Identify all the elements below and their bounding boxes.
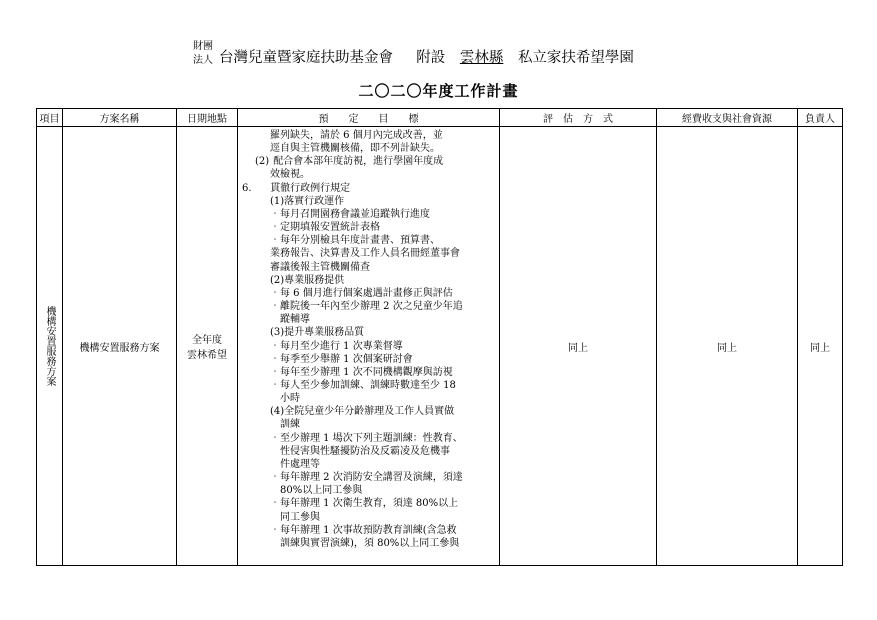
goal-line: ‧至少辦理 1 場次下列主題訓練：性教育、: [270, 432, 463, 444]
goal-number: 6.: [242, 182, 252, 194]
goal-line: 件處理等: [280, 458, 320, 470]
work-plan-table: [36, 108, 843, 566]
goal-line: ‧每人至少參加訓練、訓練時數達至少 18: [270, 379, 456, 391]
goal-line: (3)提升專業服務品質: [270, 327, 365, 339]
goal-line: 羅列缺失，請於 6 個月內完成改善，並: [270, 130, 443, 141]
cell-funding: 同上: [657, 127, 798, 566]
goal-line: (4)全院兒童少年分齡辦理及工作人員實做: [270, 406, 455, 418]
table-header-row: [37, 109, 843, 127]
col-header-item: 項目: [37, 109, 63, 127]
goal-line: 6. 貫徹行政例行規定: [242, 182, 351, 194]
col-header-goals: 預 定 目 標: [238, 109, 500, 127]
goal-line: ‧定期填報安置統計表格: [270, 222, 380, 234]
col-header-date: 日期地點: [177, 109, 238, 127]
place-text: 雲林希望: [187, 350, 227, 361]
goal-line: 業務報告、決算書及工作人員名冊經董事會: [270, 248, 460, 260]
item-vertical-text: 機構安置服務方案: [44, 306, 55, 386]
goal-number: (2): [255, 156, 270, 168]
org-title: [219, 46, 634, 67]
goal-line: ‧每年辦理 1 次衛生教育，須達 80%以上: [270, 498, 459, 510]
goal-line: ‧每月至少進行 1 次專業督導: [270, 340, 403, 352]
goal-line: 審議後報主管機關備查: [270, 261, 370, 273]
goal-line: ‧每年辦理 2 次消防安全講習及演練，須達: [270, 472, 463, 484]
goal-line: 逕自與主管機關核備，即不列計缺失。: [270, 143, 440, 155]
goal-line: (1)落實行政運作: [270, 195, 345, 207]
county-name: 雲林縣: [459, 50, 504, 66]
goal-line: (2)專業服務提供: [270, 274, 345, 286]
goal-line: ‧每年辦理 1 次事故預防教育訓練(含急救: [270, 524, 457, 536]
col-header-funding: 經費收支與社會資源: [657, 109, 798, 127]
goal-line: ‧每 6 個月進行個案處遇計畫修正與評估: [270, 287, 453, 299]
col-header-evaluation: 評 估 方 式: [500, 109, 657, 127]
goal-line: 性侵害與性騷擾防治及反霸凌及危機事: [280, 445, 450, 457]
affiliated-label: 附設: [416, 50, 446, 66]
org-prefix: 財團法人: [193, 41, 213, 66]
cell-owner: 同上: [798, 127, 843, 566]
date-text: 全年度: [192, 335, 222, 346]
cell-item: [37, 127, 63, 566]
cell-evaluation: 同上: [500, 127, 657, 566]
cell-goals: [238, 127, 500, 566]
goal-line: 蹤輔導: [280, 314, 310, 326]
goal-line: ‧每年至少辦理 1 次不同機構觀摩與訪視: [270, 366, 453, 378]
goal-line: (2) 配合會本部年度訪視，進行學園年度成: [255, 156, 444, 168]
goal-line: 小時: [280, 393, 300, 405]
goal-line: 80%以上同工參與: [280, 485, 363, 497]
goal-line: 效檢視。: [270, 169, 310, 181]
col-header-program: 方案名稱: [63, 109, 177, 127]
goal-line: ‧離院後一年內至少辦理 2 次之兒童少年追: [270, 301, 463, 313]
goal-line: ‧每季至少舉辦 1 次個案研討會: [270, 353, 413, 365]
goal-line: ‧每年分別檢具年度計畫書、預算書、: [270, 235, 440, 247]
goal-line: 訓練: [280, 419, 300, 431]
goal-line: 同工參與: [280, 511, 320, 523]
col-header-owner: 負責人: [798, 109, 843, 127]
cell-date-place: [177, 127, 238, 566]
goal-line: ‧每月召開園務會議並追蹤執行進度: [270, 208, 430, 220]
cell-program: 機構安置服務方案: [63, 127, 177, 566]
table-row: [37, 127, 843, 566]
institution-name: 私立家扶希望學園: [517, 50, 634, 66]
goal-line: 訓練與實習演練)，須 80%以上同工參與: [280, 537, 460, 549]
page-title: 二〇二〇年度工作計畫: [358, 82, 519, 100]
org-name: 台灣兒童暨家庭扶助基金會: [219, 50, 393, 66]
